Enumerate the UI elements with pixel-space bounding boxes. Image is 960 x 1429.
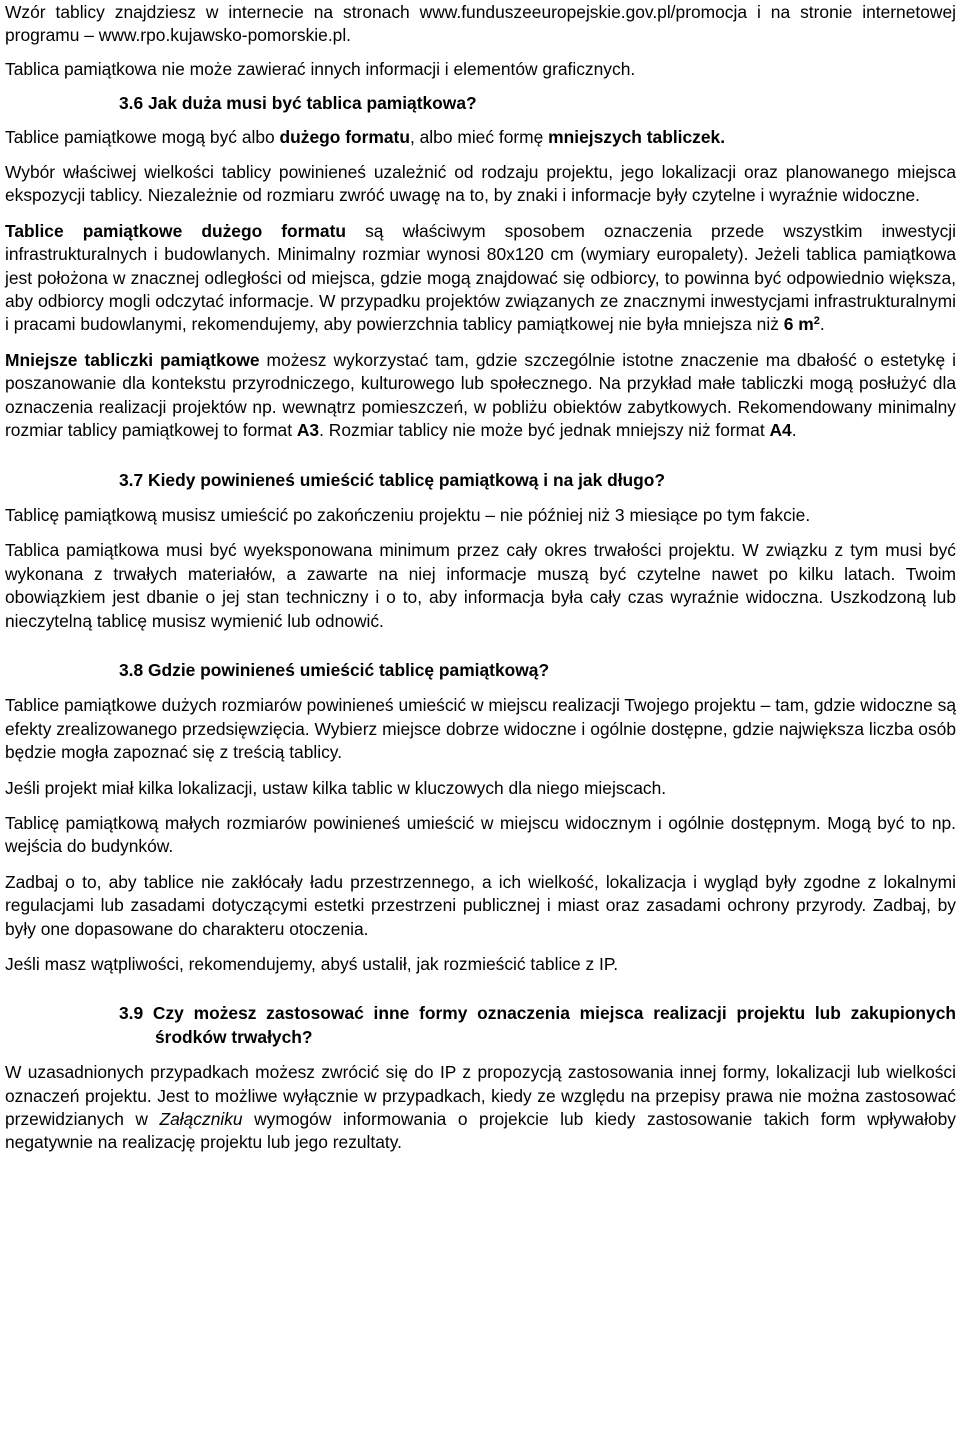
- s38-paragraph-5: Jeśli masz wątpliwości, rekomendujemy, abyś ustalił, jak rozmieścić tablice z IP.: [5, 954, 619, 974]
- intro-note: Tablica pamiątkowa nie może zawierać innych informacji i elementów graficznych.: [5, 58, 636, 79]
- s36-paragraph-4: Mniejsze tabliczki pamiątkowe możesz wykorzystać tam, gdzie szczególnie istotne znaczenie ma dbałość o estetykę i poszanowanie dla kontekstu przyrodniczego, kulturowego lub społecznego. Na przykład małe tabliczki mogą posłużyć dla oznaczenia realizacji projektów np. wewnątrz pomieszczeń, w pobliżu obiektów zabytkowych. Rekomendowany minimalny rozmiar tablicy pamiątkowej to format A3. Rozmiar tablicy nie może być jednak mniejszy niż format A4.: [5, 349, 956, 441]
- s37-paragraph-2: Tablica pamiątkowa musi być wyeksponowana minimum przez cały okres trwałości projektu. W związku z tym musi być wykonana z trwałych materiałów, a zawarte na niej informacje muszą być czytelne nawet po kilku latach. Twoim obowiązkiem jest dbanie o jej stan techniczny i o to, aby informacja była cały czas wyraźnie widoczna. Uszkodzoną lub nieczytelną tablicę musisz wymienić lub odnowić.: [5, 540, 956, 631]
- heading-3-8: 3.8 Gdzie powinieneś umieścić tablicę pamiątkową?: [119, 659, 550, 680]
- heading-3-9: 3.9 Czy możesz zastosować inne formy oznaczenia miejsca realizacji projektu lub zakupionych środków trwałych?: [119, 1003, 956, 1047]
- intro-paragraph: Wzór tablicy znajdziesz w internecie na stronach www.funduszeeuropejskie.gov.pl/promocja i na stronie internetowej programu – www.rpo.kujawsko-pomorskie.pl.: [5, 2, 956, 46]
- s36-paragraph-1: Tablice pamiątkowe mogą być albo dużego formatu, albo mieć formę mniejszych tabliczek.: [5, 126, 726, 147]
- s36-paragraph-3: Tablice pamiątkowe dużego formatu są właściwym sposobem oznaczenia przede wszystkim inwestycji infrastrukturalnych i budowlanych. Minimalny rozmiar wynosi 80x120 cm (wymiary europalety). Jeżeli tablica pamiątkowa jest położona w znacznej odległości od miejsca, gdzie mogą znajdować się odbiorcy, to powinna być odpowiednio większa, aby odbiorcy mogli odczytać informacje. W przypadku projektów związanych ze znacznymi inwestycjami infrastrukturalnymi i pracami budowlanymi, rekomendujemy, aby powierzchnia tablicy pamiątkowej nie była mniejsza niż 6 $m^2$.: [5, 220, 956, 335]
- heading-3-7: 3.7 Kiedy powinieneś umieścić tablicę pamiątkową i na jak długo?: [119, 469, 666, 490]
- s38-paragraph-1: Tablice pamiątkowe dużych rozmiarów powinieneś umieścić w miejscu realizacji Twojego projektu – tam, gdzie widoczne są efekty zrealizowanego przedsięwzięcia. Wybierz miejsce dobrze widoczne i ogólnie dostępne, gdzie największa liczba osób będzie mogła zapoznać się z treścią tablicy.: [5, 695, 956, 763]
- heading-3-6: 3.6 Jak duża musi być tablica pamiątkowa?: [119, 93, 477, 114]
- s38-paragraph-2: Jeśli projekt miał kilka lokalizacji, ustaw kilka tablic w kluczowych dla niego miejscach.: [5, 777, 667, 798]
- s38-paragraph-3: Tablicę pamiątkową małych rozmiarów powinieneś umieścić w miejscu widocznym i ogólnie dostępnym. Mogą być to np. wejścia do budynków.: [5, 812, 956, 857]
- s36-paragraph-2: Wybór właściwej wielkości tablicy powinieneś uzależnić od rodzaju projektu, jego lokalizacji oraz planowanego miejsca ekspozycji tablicy. Niezależnie od rozmiaru zwróć uwagę na to, by znaki i informacje były czytelne i wyraźnie widoczne.: [5, 162, 956, 206]
- s37-paragraph-1: Tablicę pamiątkową musisz umieścić po zakończeniu projektu – nie później niż 3 miesiące po tym fakcie.: [5, 504, 811, 525]
- s39-paragraph-1: W uzasadnionych przypadkach możesz zwrócić się do IP z propozycją zastosowania innej formy, lokalizacji lub wielkości oznaczeń projektu. Jest to możliwe wyłącznie w przypadkach, kiedy ze względu na przepisy prawa nie można zastosować przewidzianych w Załączniku wymogów informowania o projekcie lub kiedy zastosowanie takich form wpływałoby negatywnie na realizację projektu lub jego rezultaty.: [5, 1062, 956, 1153]
- document-page: [0, 1, 960, 1429]
- s38-paragraph-4: Zadbaj o to, aby tablice nie zakłócały ładu przestrzennego, a ich wielkość, lokalizacja i wygląd były zgodne z lokalnymi regulacjami lub zasadami dotyczącymi estetki przestrzeni publicznej i miast oraz zasadami ochrony przyrody. Zadbaj, by były one dopasowane do charakteru otoczenia.: [5, 871, 956, 939]
